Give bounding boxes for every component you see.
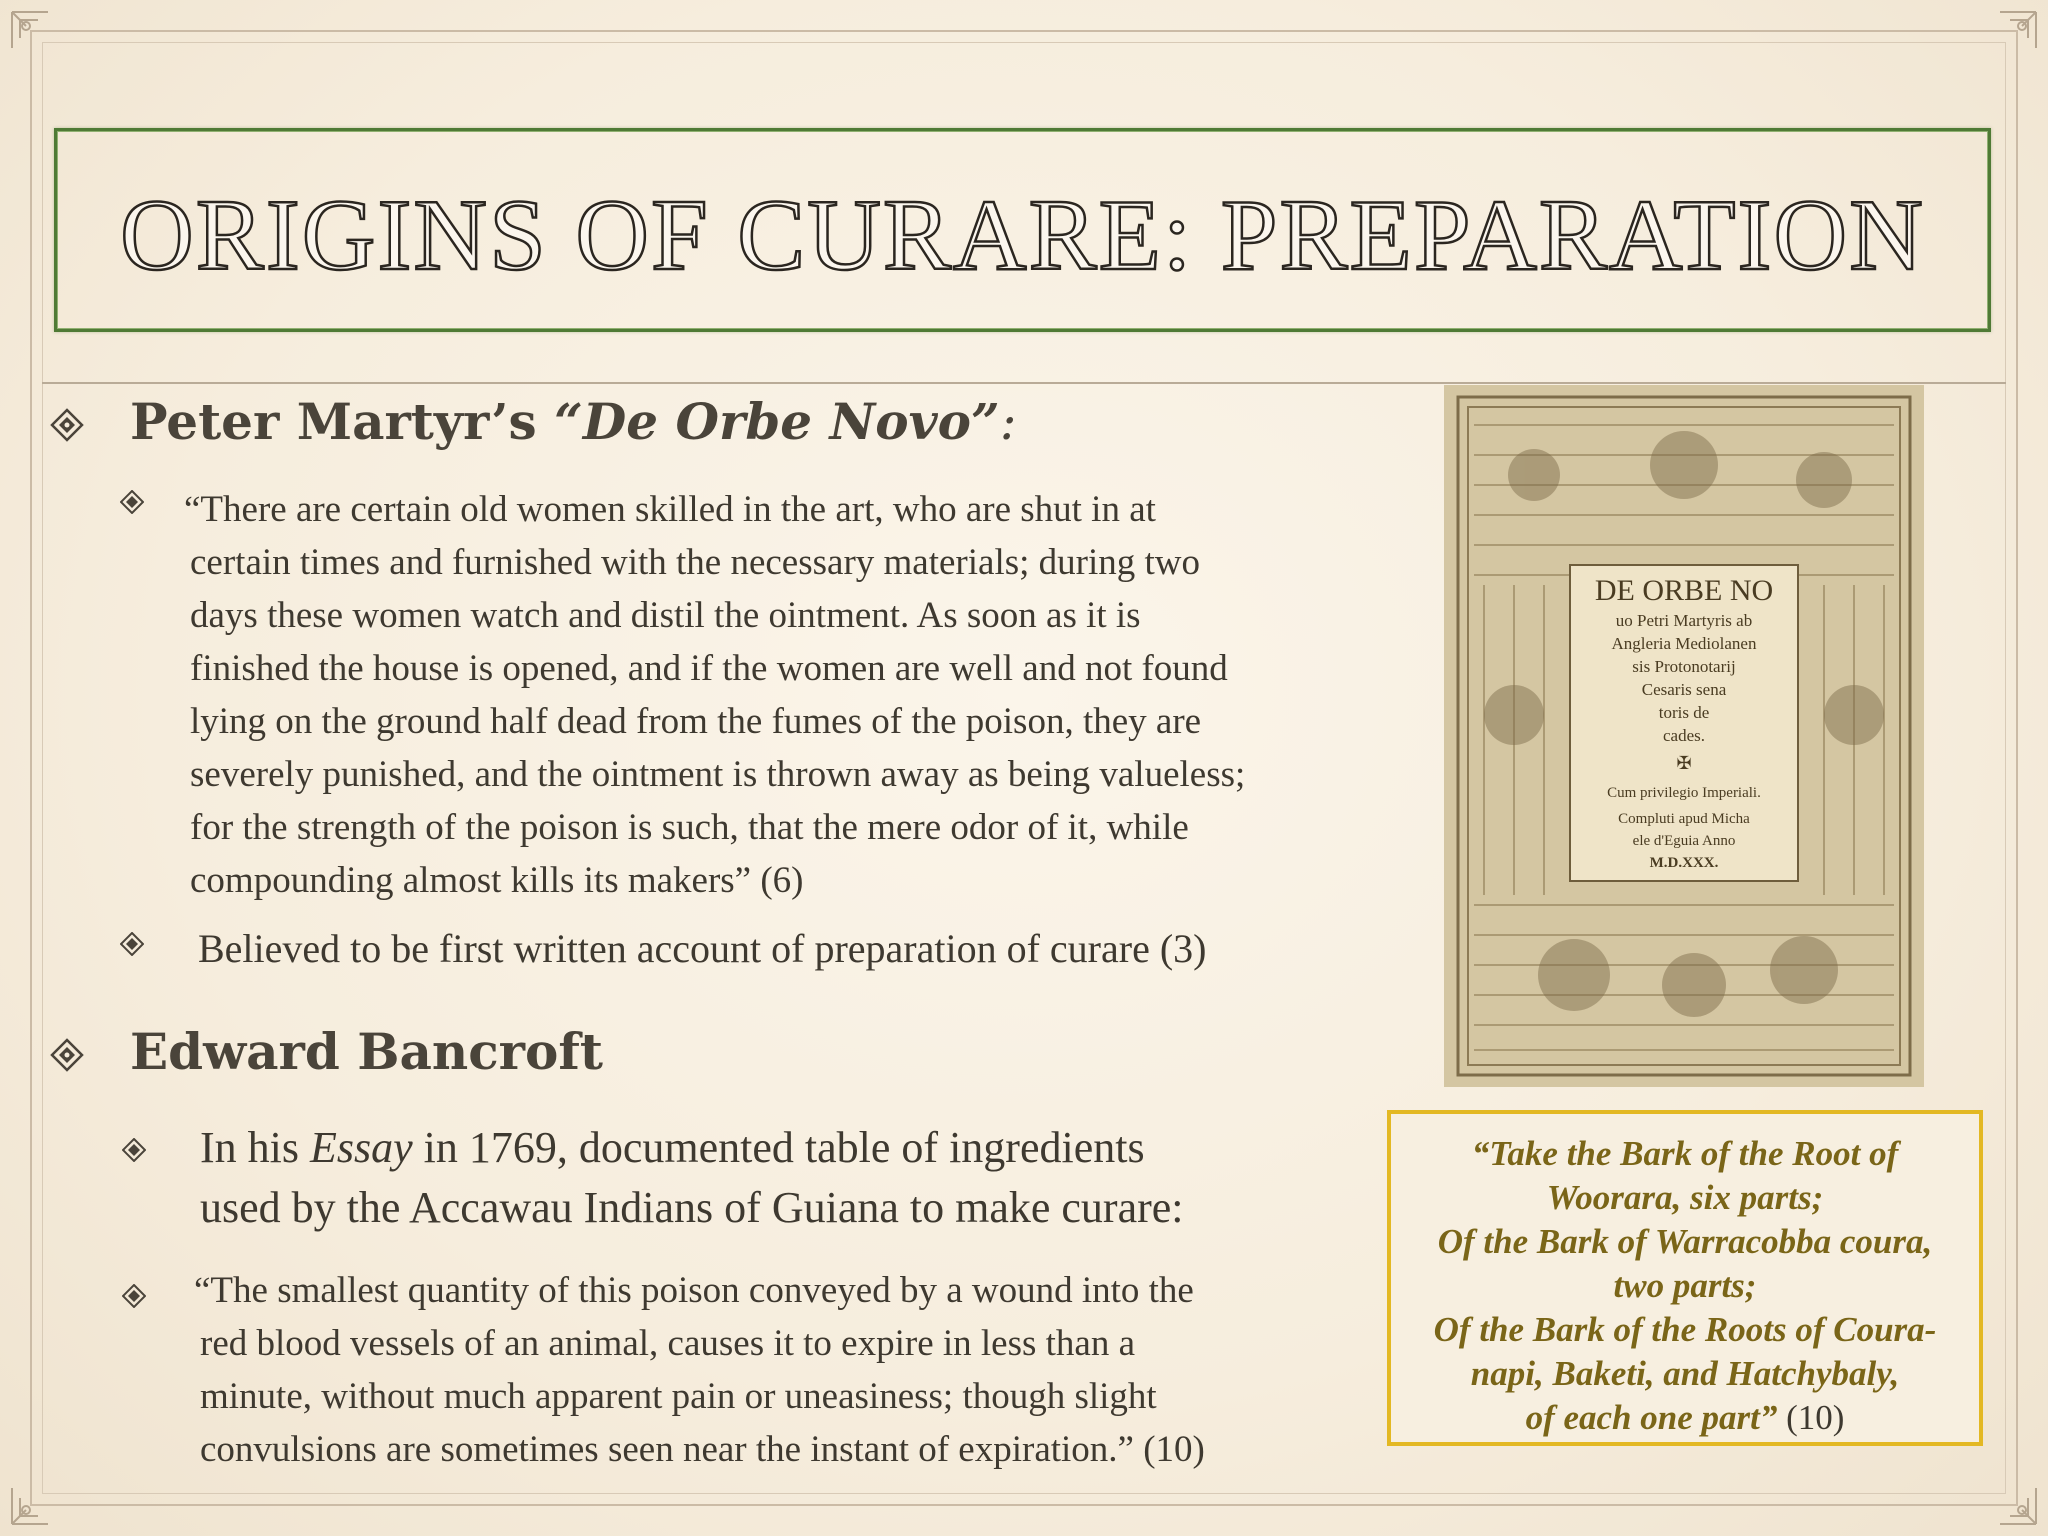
essay-prefix: In his [200, 1123, 310, 1172]
book-title-line: ✠ [1676, 753, 1692, 773]
martyr-quote [184, 483, 1420, 907]
quote-line: minute, without much apparent pain or uneasiness; though slight [200, 1376, 1157, 1417]
quote-line: severely punished, and the ointment is thrown away as being valueless; [190, 754, 1246, 795]
ornamental-corner-icon [1980, 1468, 2040, 1528]
quote-line: finished the house is opened, and if the women are well and not found [190, 648, 1228, 689]
quote-line: Of the Bark of the Roots of Coura- [1433, 1310, 1937, 1349]
book-title-line: sis Protonotarij [1632, 657, 1736, 676]
slide-title: ORIGINS OF CURARE: PREPARATION [120, 179, 1925, 292]
ingredients-quote [1391, 1132, 1979, 1440]
ornamental-diamond-icon [50, 408, 84, 442]
quote-line: convulsions are sometimes seen near the instant of expiration.” (10) [200, 1429, 1205, 1470]
title-divider [42, 382, 2006, 384]
bancroft-quote [194, 1264, 1394, 1476]
ornamental-diamond-icon [120, 490, 144, 514]
quote-line: compounding almost kills its makers” (6) [190, 860, 804, 901]
book-title-line: Compluti apud Micha [1618, 811, 1750, 827]
section-heading-bancroft: Edward Bancroft [130, 1022, 603, 1081]
ornamental-diamond-icon [120, 932, 144, 956]
ingredients-quote-box [1387, 1110, 1983, 1446]
quote-last-line: of each one part” [1525, 1398, 1778, 1437]
essay-line: used by the Accawau Indians of Guiana to make curare: [200, 1183, 1184, 1232]
ornamental-corner-icon [1980, 8, 2040, 68]
book-title-line: M.D.XXX. [1649, 855, 1719, 871]
bancroft-essay [200, 1118, 1380, 1238]
title-box [54, 128, 1991, 332]
quote-line: Woorara, six parts; [1546, 1178, 1824, 1217]
heading-book-title: “De Orbe Novo” [554, 392, 1000, 451]
quote-line: “Take the Bark of the Root of [1471, 1134, 1899, 1173]
ornamental-corner-icon [8, 1468, 68, 1528]
ornamental-corner-icon [8, 8, 68, 68]
quote-line: days these women watch and distil the ointment. As soon as it is [190, 595, 1141, 636]
quote-line [1391, 1396, 1979, 1440]
book-title-line: cades. [1662, 726, 1706, 745]
quote-line: Of the Bark of Warracobba coura, [1437, 1222, 1933, 1261]
quote-line: certain times and furnished with the necessary materials; during two [190, 542, 1201, 583]
book-title-line: Cum privilegio Imperiali. [1607, 785, 1761, 801]
ornamental-diamond-icon [122, 1138, 146, 1162]
book-title-line: toris de [1658, 703, 1710, 722]
quote-line: for the strength of the poison is such, that the mere odor of it, while [190, 807, 1189, 848]
essay-line [200, 1118, 1380, 1178]
quote-line: “There are certain old women skilled in the art, who are shut in at [184, 489, 1156, 530]
quote-line: lying on the ground half dead from the fumes of the poison, they are [190, 701, 1202, 742]
ornamental-diamond-icon [122, 1284, 146, 1308]
essay-suffix: in 1769, documented table of ingredients [412, 1123, 1145, 1172]
book-title-line: uo Petri Martyris ab [1615, 611, 1753, 630]
heading-colon: : [999, 393, 1017, 451]
book-title-line: Angleria Mediolanen [1611, 634, 1757, 653]
quote-line: “The smallest quantity of this poison conveyed by a wound into the [194, 1270, 1194, 1311]
book-title-line: DE ORBE NO [1594, 574, 1774, 607]
section-heading-martyr [130, 392, 1017, 451]
de-orbe-novo-title-page-image [1444, 385, 1924, 1087]
book-title-line: ele d'Eguia Anno [1632, 833, 1736, 849]
ornamental-diamond-icon [50, 1038, 84, 1072]
quote-line: napi, Baketi, and Hatchybaly, [1470, 1354, 1900, 1393]
quote-citation: (10) [1777, 1398, 1845, 1437]
heading-text: Peter Martyr’s [130, 392, 555, 451]
book-title-line: Cesaris sena [1641, 680, 1727, 699]
quote-line: two parts; [1613, 1266, 1757, 1305]
martyr-note: Believed to be first written account of preparation of curare (3) [198, 926, 1207, 971]
quote-line: red blood vessels of an animal, causes it to expire in less than a [200, 1323, 1136, 1364]
essay-title: Essay [310, 1123, 413, 1172]
